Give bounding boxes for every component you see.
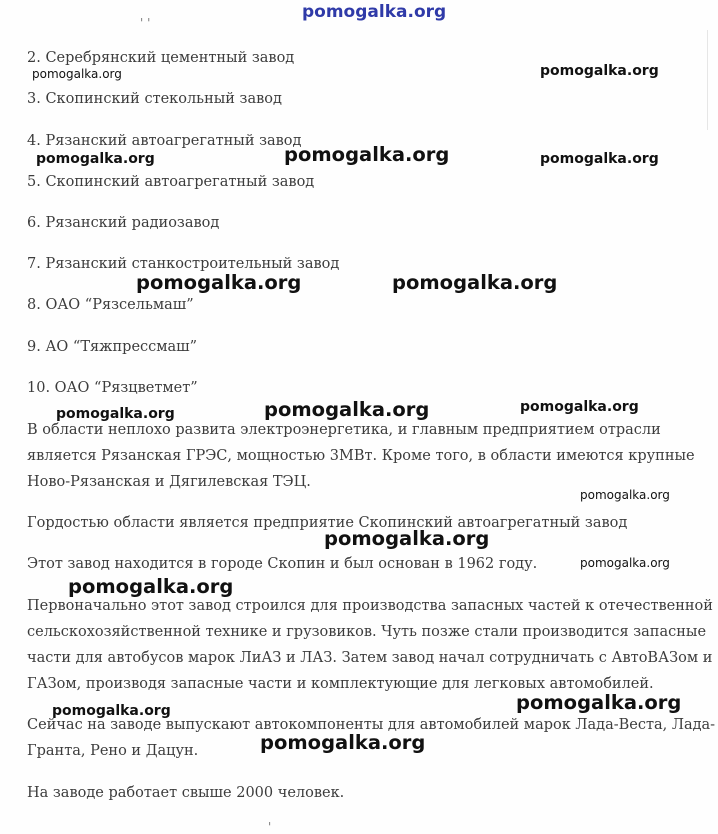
paragraph-line: Гранта, Рено и Дацун. — [27, 743, 199, 759]
cut-off-text-fragment: ' — [268, 820, 272, 834]
watermark: pomogalka.org — [520, 399, 639, 415]
list-item: 6. Рязанский радиозавод — [27, 215, 220, 231]
watermark: pomogalka.org — [516, 691, 682, 714]
watermark: pomogalka.org — [324, 527, 490, 550]
watermark-top: pomogalka.org — [302, 2, 447, 22]
paragraph-line: ГАЗом, производя запасные части и комплектующие для легковых автомобилей. — [27, 676, 654, 692]
watermark: pomogalka.org — [68, 575, 234, 598]
cut-off-text-fragment: ' ' — [140, 16, 151, 30]
paragraph-line: Этот завод находится в городе Скопин и был основан в 1962 году. — [27, 556, 538, 572]
list-item: 5. Скопинский автоагрегатный завод — [27, 174, 315, 190]
paragraph-line: является Рязанская ГРЭС, мощностью 3МВт. Кроме того, в области имеются крупные — [27, 448, 695, 464]
paragraph-line: Сейчас на заводе выпускают автокомпоненты для автомобилей марок Лада-Веста, Лада- — [27, 717, 716, 733]
paragraph-line: В области неплохо развита электроэнергетика, и главным предприятием отрасли — [27, 422, 661, 438]
page-edge-divider — [707, 30, 718, 130]
paragraph-line: Первоначально этот завод строился для производства запасных частей к отечественной — [27, 598, 713, 614]
list-item: 8. ОАО “Рязсельмаш” — [27, 297, 194, 313]
list-item: 3. Скопинский стекольный завод — [27, 91, 282, 107]
list-item: 2. Серебрянский цементный завод — [27, 50, 295, 66]
watermark: pomogalka.org — [284, 143, 450, 166]
paragraph-line: На заводе работает свыше 2000 человек. — [27, 785, 345, 801]
watermark: pomogalka.org — [392, 271, 558, 294]
watermark: pomogalka.org — [136, 271, 302, 294]
list-item: 4. Рязанский автоагрегатный завод — [27, 133, 302, 149]
paragraph-line: сельскохозяйственной технике и грузовиков. Чуть позже стали производится запасные — [27, 624, 707, 640]
watermark: pomogalka.org — [540, 63, 659, 79]
watermark: pomogalka.org — [580, 556, 670, 570]
watermark: pomogalka.org — [264, 398, 430, 421]
watermark: pomogalka.org — [56, 406, 175, 422]
watermark: pomogalka.org — [580, 488, 670, 502]
list-item: 10. ОАО “Рязцветмет” — [27, 380, 198, 396]
watermark: pomogalka.org — [52, 703, 171, 719]
paragraph-line: Гордостью области является предприятие Скопинский автоагрегатный завод — [27, 515, 628, 531]
list-item: 9. АО “Тяжпрессмаш” — [27, 339, 198, 355]
list-item: 7. Рязанский станкостроительный завод — [27, 256, 340, 272]
watermark: pomogalka.org — [32, 67, 122, 81]
paragraph-line: Ново-Рязанская и Дягилевская ТЭЦ. — [27, 474, 311, 490]
paragraph-line: части для автобусов марок ЛиАЗ и ЛАЗ. Затем завод начал сотрудничать с АвтоВАЗом и — [27, 650, 713, 666]
watermark: pomogalka.org — [260, 731, 426, 754]
watermark: pomogalka.org — [540, 151, 659, 167]
watermark: pomogalka.org — [36, 151, 155, 167]
